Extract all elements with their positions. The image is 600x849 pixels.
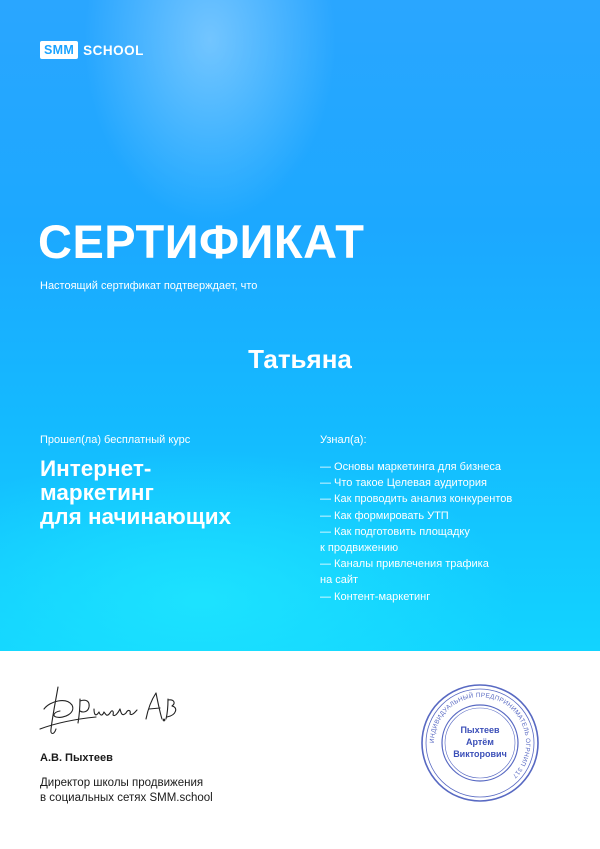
signer-name: А.В. Пыхтеев [40, 752, 113, 764]
official-stamp [418, 681, 542, 805]
signer-role-line: Директор школы продвижения [40, 777, 204, 789]
completed-course-label: Прошел(ла) бесплатный курс [40, 434, 191, 446]
signature-image [36, 679, 184, 739]
logo-wordmark: SCHOOL [83, 42, 144, 58]
topic-item: на сайт [320, 574, 359, 587]
topic-item: — Основы маркетинга для бизнеса [320, 461, 501, 473]
certificate-title: СЕРТИФИКАТ [38, 215, 365, 268]
course-title-line: для начинающих [40, 504, 232, 529]
signer-role [40, 776, 300, 806]
course-title [40, 457, 310, 529]
topic-item: — Что такое Целевая аудитория [320, 477, 487, 490]
topic-item: — Как подготовить площадку [320, 525, 470, 538]
stamp-ring-text: ИНДИВИДУАЛЬНЫЙ ПРЕДПРИНИМАТЕЛЬ ОГРНИП 317 [428, 691, 532, 780]
learned-topics-list [320, 459, 590, 605]
recipient-name: Татьяна [248, 344, 352, 374]
smm-school-logo [40, 41, 144, 59]
certificate-subtitle: Настоящий сертификат подтверждает, что [40, 280, 258, 292]
stamp-line: Артём [466, 737, 494, 747]
topic-item: — Как формировать УТП [320, 509, 449, 522]
topic-item: к продвижению [320, 542, 399, 555]
logo-badge: SMM [40, 41, 78, 59]
topic-item: — Каналы привлечения трафика [320, 558, 489, 571]
certificate-footer [0, 651, 600, 849]
learned-label: Узнал(а): [320, 434, 367, 446]
topic-item: — Контент-маркетинг [320, 590, 431, 603]
course-title-line: Интернет- [40, 456, 152, 481]
signer-role-line: в социальных сетях SMM.school [40, 792, 213, 804]
course-title-line: маркетинг [40, 480, 154, 505]
topic-item: — Как проводить анализ конкурентов [320, 493, 513, 506]
stamp-line: Викторович [453, 749, 507, 759]
stamp-line: Пыхтеев [460, 725, 500, 735]
